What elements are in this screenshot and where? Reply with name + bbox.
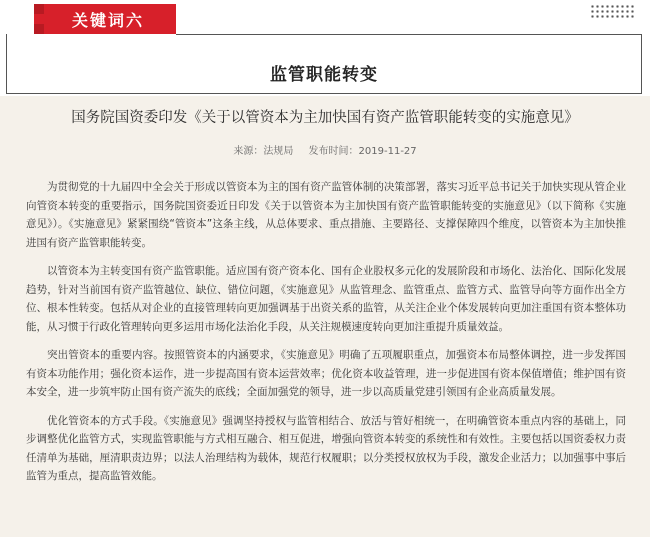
article-paragraph: 以管资本为主转变国有资产监管职能。适应国有资产资本化、国有企业股权多元化的发展阶段和市场化、法治化、国际化发展趋势，针对当前国有资产监管越位、缺位、错位问题，《实施意见》从监管理念、监管重点、监管方式、监管导向等方面作出全方位、根本性转变。包括从对企业的直接管理转向更加强调基于出资关系的监管，从关注企业个体发展转向更加注重国有资本整体功能，从习惯于行政化管理转向更多运用市场化法治化手段，从关注规模速度转向更加注重提升质量效益。	[26, 265, 626, 333]
section-title: 监管职能转变	[270, 65, 378, 85]
article-screenshot	[0, 96, 650, 537]
article-meta	[0, 142, 650, 157]
article-body	[26, 178, 626, 496]
keyword-tag-label: 关键词六	[71, 10, 144, 30]
tag-corner-square-bottom	[34, 24, 44, 34]
article-paragraph: 优化管资本的方式手段。《实施意见》强调坚持授权与监管相结合、放活与管好相统一，在明确管资本重点内容的基础上，同步调整优化监管方式，实现监管职能与方式相互融合、相互促进，增强向管资本转变的系统性和有效性。主要包括以国资委权力责任清单为基础，厘清职责边界；以法人治理结构为载体，规范行权履职；以分类授权放权为手段，激发企业活力；以加强事中事后监管为重点，提高监管效能。	[26, 414, 626, 482]
article-date: 发布时间：2019-11-27	[308, 146, 417, 157]
article-paragraph: 为贯彻党的十九届四中全会关于形成以管资本为主的国有资产监管体制的决策部署，落实习近平总书记关于加快实现从管企业向管资本转变的重要指示，国务院国资委近日印发《关于以管资本为主加快国有资产监管职能转变的实施意见》（以下简称《实施意见》）。《实施意见》紧紧围绕“管资本”这条主线，从总体要求、重点措施、主要路径、支撑保障四个维度，以管资本为主加快推进国有资产监管职能转变。	[26, 181, 626, 249]
keyword-tag	[34, 4, 176, 34]
tag-corner-square-top	[34, 4, 44, 14]
article-source: 来源：法规局	[233, 146, 294, 157]
article-headline: 国务院国资委印发《关于以管资本为主加快国有资产监管职能转变的实施意见》	[71, 110, 579, 126]
article-paragraph: 突出管资本的重要内容。按照管资本的内涵要求，《实施意见》明确了五项履职重点，加强资本布局整体调控，进一步发挥国有资本功能作用；强化资本运作，进一步提高国有资本运营效率；优化资本收益管理，进一步促进国有资本保值增值；维护国有资本安全，进一步筑牢防止国有资产流失的底线；全面加强党的领导，进一步以高质量党建引领国有企业高质量发展。	[26, 349, 626, 398]
dot-pattern-decoration	[590, 4, 634, 18]
